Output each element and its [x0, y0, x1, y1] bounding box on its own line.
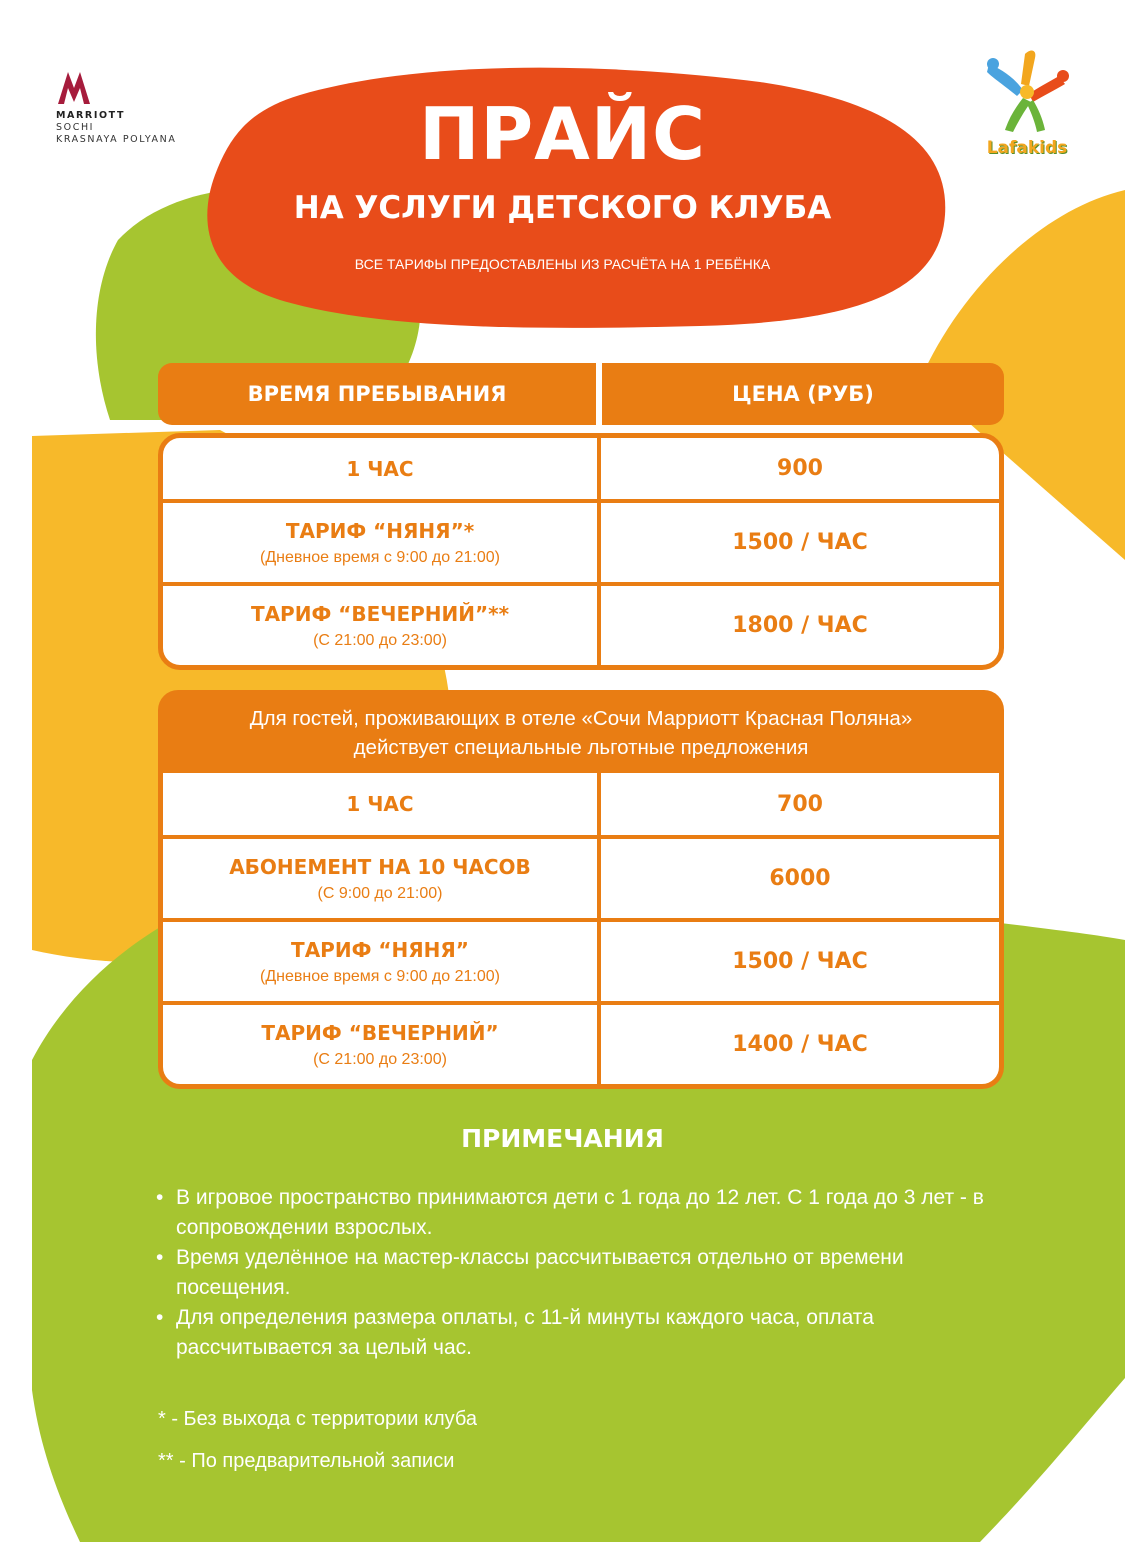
guest-price-table-body	[158, 773, 1004, 1089]
tariff-hours: (С 21:00 до 23:00)	[313, 1050, 447, 1068]
tariff-cell	[163, 922, 601, 1001]
price-cell	[601, 773, 999, 835]
tariff-label: 1 ЧАС	[346, 456, 414, 481]
column-header-time: ВРЕМЯ ПРЕБЫВАНИЯ	[158, 363, 596, 425]
price-table-body	[158, 433, 1004, 670]
note-item: • Время уделённое на мастер-классы рассчитывается отдельно от времени посещения.	[176, 1243, 1006, 1303]
price-cell	[601, 922, 999, 1001]
price-cell	[601, 1005, 999, 1084]
price-value: 900	[777, 456, 823, 481]
tariff-label: ТАРИФ “ВЕЧЕРНИЙ”**	[250, 601, 510, 626]
table-row	[163, 835, 999, 918]
marriott-brand: MARRIOTT	[56, 110, 126, 121]
table-row	[163, 1001, 999, 1084]
lafakids-name: Lafakids	[986, 138, 1068, 158]
price-value: 1400 / ЧАС	[732, 1032, 868, 1057]
tariff-hours: (Дневное время с 9:00 до 21:00)	[260, 967, 500, 985]
marriott-city: SOCHI	[56, 122, 95, 133]
pricing-note: ВСЕ ТАРИФЫ ПРЕДОСТАВЛЕНЫ ИЗ РАСЧЁТА НА 1 РЕБЁНКА	[354, 256, 771, 272]
lafakids-logo	[976, 46, 1078, 158]
tariff-cell	[163, 586, 601, 665]
guest-offer-line1: Для гостей, проживающих в отеле «Сочи Марриотт Красная Поляна»	[249, 707, 913, 730]
marriott-location: KRASNAYA POLYANA	[56, 134, 177, 145]
tariff-label: 1 ЧАС	[346, 792, 414, 816]
price-cell	[601, 438, 999, 499]
marriott-logo	[56, 66, 176, 146]
tariff-label: ТАРИФ “ВЕЧЕРНИЙ”	[261, 1020, 499, 1045]
price-value: 700	[777, 791, 823, 817]
marriott-m-icon	[56, 66, 92, 106]
tariff-cell	[163, 773, 601, 835]
tariff-label: ТАРИФ “НЯНЯ”	[291, 937, 469, 962]
tariff-hours: (Дневное время с 9:00 до 21:00)	[260, 548, 500, 566]
price-cell	[601, 503, 999, 582]
table-row	[163, 499, 999, 582]
tariff-cell	[163, 1005, 601, 1084]
price-value: 1800 / ЧАС	[732, 613, 868, 638]
price-table	[158, 363, 1004, 670]
tariff-label: ТАРИФ “НЯНЯ”*	[285, 518, 475, 543]
note-item: • Для определения размера оплаты, с 11-й минуты каждого часа, оплата рассчитывается за целый час.	[176, 1303, 1006, 1363]
guest-offer-line2: действует специальные льготные предложения	[353, 736, 809, 759]
table-row	[163, 438, 999, 499]
notes-title: ПРИМЕЧАНИЯ	[461, 1124, 664, 1153]
tariff-cell	[163, 438, 601, 499]
table-row	[163, 918, 999, 1001]
price-cell	[601, 586, 999, 665]
price-value: 1500 / ЧАС	[732, 949, 868, 974]
tariff-cell	[163, 839, 601, 918]
lafakids-figures-icon	[979, 46, 1075, 138]
page-subtitle: НА УСЛУГИ ДЕТСКОГО КЛУБА	[293, 190, 832, 226]
table-row	[163, 582, 999, 665]
tariff-label: АБОНЕМЕНТ НА 10 ЧАСОВ	[229, 854, 531, 879]
footnote-by-appointment: ** - По предварительной записи	[158, 1450, 455, 1472]
guest-offer-heading	[158, 690, 1004, 773]
price-cell	[601, 839, 999, 918]
price-value: 1500 / ЧАС	[732, 530, 868, 555]
table-row	[163, 773, 999, 835]
price-value: 6000	[769, 866, 831, 891]
price-table-header	[158, 363, 1004, 425]
notes-list	[176, 1183, 1006, 1363]
guest-price-table	[158, 690, 1004, 1089]
footnote-no-exit: * - Без выхода с территории клуба	[158, 1408, 478, 1430]
tariff-hours: (С 9:00 до 21:00)	[317, 884, 443, 902]
page-title: ПРАЙС	[419, 92, 706, 176]
tariff-cell	[163, 503, 601, 582]
note-item: • В игровое пространство принимаются дети с 1 года до 12 лет. С 1 года до 3 лет - в сопровождении взрослых.	[176, 1183, 1006, 1243]
tariff-hours: (С 21:00 до 23:00)	[313, 631, 447, 649]
column-header-price: ЦЕНА (РУБ)	[602, 363, 1004, 425]
